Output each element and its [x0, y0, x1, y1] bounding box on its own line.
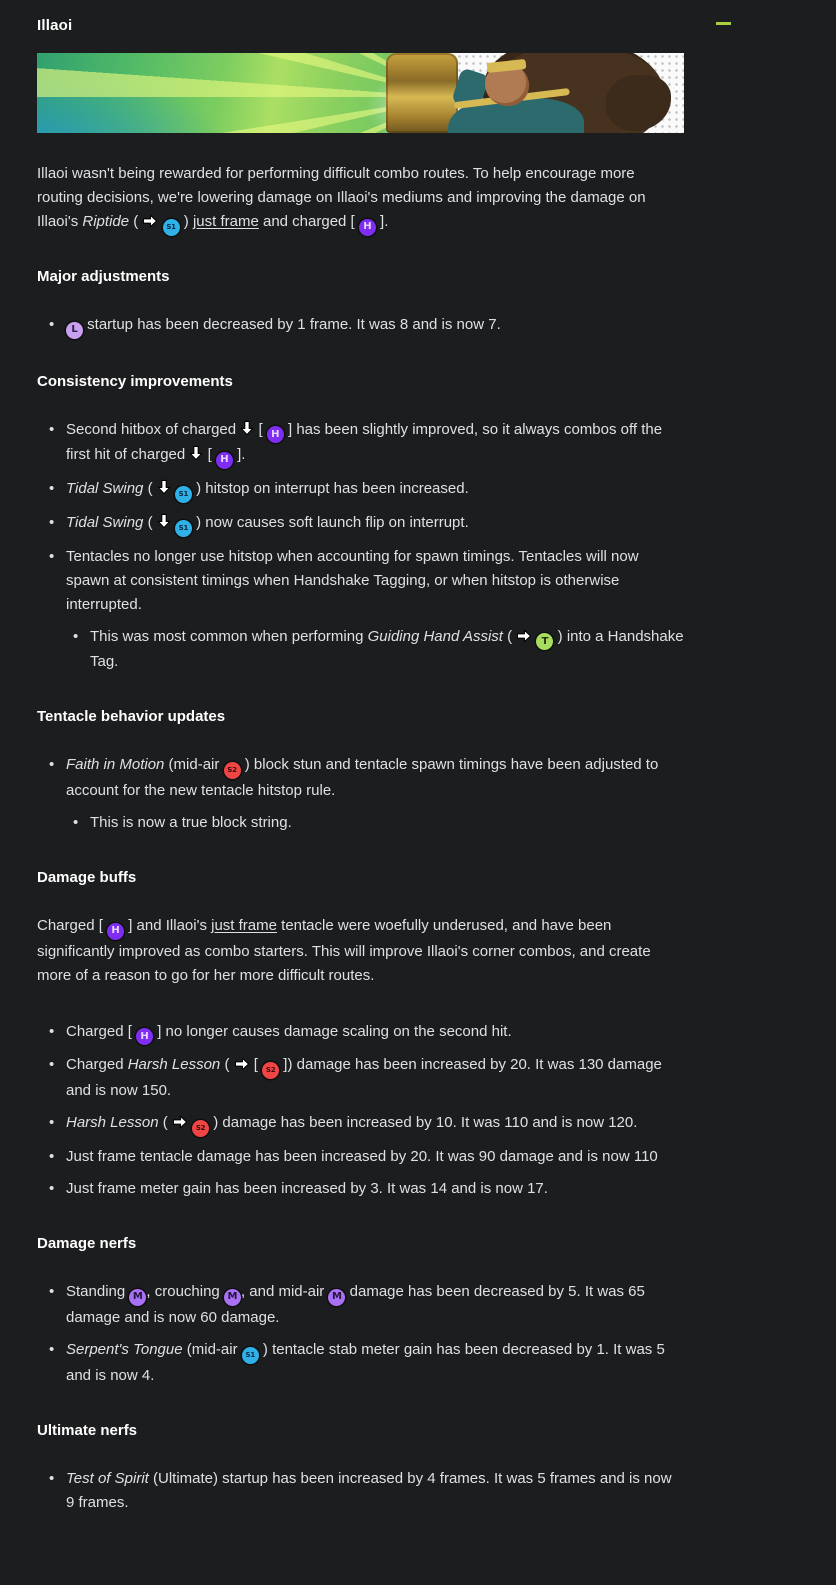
right-arrow-icon	[172, 1115, 188, 1129]
section-heading: Damage nerfs	[37, 1235, 137, 1252]
down-arrow-icon	[157, 479, 171, 495]
bullet-list	[37, 1280, 684, 1388]
list-item: • Tidal Swing ( S1 ) now causes soft launch flip on interrupt.	[66, 511, 684, 537]
bullet-list	[37, 753, 684, 835]
medium-attack-button-icon: M	[224, 1289, 241, 1306]
move-name: Tidal Swing	[66, 479, 144, 497]
list-item: • L startup has been decreased by 1 frame. It was 8 and is now 7.	[66, 313, 684, 339]
banner-gold-idol	[386, 53, 457, 133]
tag-button-icon: T	[536, 633, 553, 650]
paragraph: Illaoi wasn't being rewarded for performing difficult combo routes. To help encourage more routing decisions, we're lowering damage on Illaoi's mediums and improving the damage on Illaoi's Riptide ( S1 ) just frame and charged [ H ].	[37, 162, 684, 236]
list-item: • Tentacles no longer use hitstop when accounting for spawn timings. Tentacles will now spawn at consistent timings when Handshake Tagging, or when hitstop is otherwise interrupted. • This was most common when performing Guiding Hand Assist ( T ) into a Handshake Tag.	[66, 545, 684, 675]
move-name: Tidal Swing	[66, 513, 144, 531]
character-title: Illaoi	[37, 17, 73, 34]
glossary-term-link[interactable]: just frame	[211, 917, 277, 934]
heavy-attack-button-icon: H	[107, 923, 124, 940]
section-heading: Ultimate nerfs	[37, 1421, 138, 1439]
bullet-list	[37, 1020, 684, 1202]
list-item: • Test of Spirit (Ultimate) startup has been increased by 4 frames. It was 5 frames and is now 9 frames.	[66, 1467, 684, 1515]
section-heading: Consistency improvements	[37, 372, 233, 390]
medium-attack-button-icon: M	[129, 1289, 146, 1306]
section-heading: Damage buffs	[37, 869, 137, 886]
list-item: • Harsh Lesson ( S2 ) damage has been increased by 10. It was 110 and is now 120.	[66, 1111, 684, 1137]
heavy-attack-button-icon: H	[136, 1028, 153, 1045]
list-item: • This is now a true block string.	[90, 811, 684, 835]
down-arrow-icon	[240, 420, 254, 436]
special-1-button-icon: S1	[175, 486, 192, 503]
move-name: Faith in Motion	[66, 756, 165, 773]
bullet-list	[37, 313, 684, 339]
list-item: • Standing M , crouching M , and mid-air M damage has been decreased by 5. It was 65 damage and is now 60 damage.	[66, 1280, 684, 1330]
banner-green-burst	[37, 53, 445, 133]
special-2-button-icon: S2	[262, 1062, 279, 1079]
special-1-button-icon: S1	[242, 1347, 259, 1364]
special-1-button-icon: S1	[163, 219, 180, 236]
collapse-section-button[interactable]	[711, 15, 735, 31]
section-heading: Tentacle behavior updates	[37, 708, 226, 725]
special-1-button-icon: S1	[175, 520, 192, 537]
move-name: Riptide	[82, 213, 130, 230]
list-item: • Charged Harsh Lesson ( [ S2 ]) damage has been increased by 20. It was 130 damage and is now 150.	[66, 1053, 684, 1103]
move-name: Guiding Hand Assist	[367, 627, 503, 645]
list-item: • Tidal Swing ( S1 ) hitstop on interrupt has been increased.	[66, 477, 684, 503]
right-arrow-icon	[142, 214, 158, 228]
sub-bullet-list	[66, 625, 684, 675]
special-2-button-icon: S2	[224, 762, 241, 779]
move-name: Harsh Lesson	[66, 1114, 159, 1131]
heavy-attack-button-icon: H	[216, 452, 233, 469]
list-item: • This was most common when performing Guiding Hand Assist ( T ) into a Handshake Tag.	[90, 625, 684, 675]
down-arrow-icon	[157, 513, 171, 529]
list-item: • Serpent's Tongue (mid-air S1 ) tentacle stab meter gain has been decreased by 1. It was 5 and is now 4.	[66, 1338, 684, 1388]
minus-icon	[716, 22, 731, 25]
heavy-attack-button-icon: H	[267, 426, 284, 443]
sub-bullet-list	[66, 811, 684, 835]
bullet-list	[37, 1467, 684, 1515]
character-banner-image	[37, 53, 684, 133]
move-name: Harsh Lesson	[127, 1056, 221, 1073]
light-attack-button-icon: L	[66, 322, 83, 339]
medium-attack-button-icon: M	[328, 1289, 345, 1306]
bullet-list	[37, 418, 684, 675]
paragraph: Charged [ H ] and Illaoi's just frame tentacle were woefully underused, and have been significantly improved as combo starters. This will improve Illaoi's corner combos, and create more of a reason to go for her more difficult routes.	[37, 917, 651, 984]
list-item: • Just frame tentacle damage has been increased by 20. It was 90 damage and is now 110	[66, 1145, 684, 1169]
patch-notes-content	[37, 162, 684, 1515]
section-heading: Major adjustments	[37, 268, 170, 285]
list-item: • Just frame meter gain has been increased by 3. It was 14 and is now 17.	[66, 1177, 684, 1201]
down-arrow-icon	[189, 445, 203, 461]
move-name: Test of Spirit	[66, 1469, 149, 1487]
right-arrow-icon	[516, 629, 532, 643]
list-item: • Faith in Motion (mid-air S2 ) block stun and tentacle spawn timings have been adjusted to account for the new tentacle hitstop rule. • This is now a true block string.	[66, 753, 684, 835]
special-2-button-icon: S2	[192, 1120, 209, 1137]
section-header	[37, 14, 836, 34]
move-name: Serpent's Tongue	[66, 1340, 183, 1358]
list-item: • Charged [ H ] no longer causes damage scaling on the second hit.	[66, 1020, 684, 1046]
right-arrow-icon	[234, 1057, 250, 1071]
glossary-term-link[interactable]: just frame	[192, 213, 259, 230]
list-item: • Second hitbox of charged [ H ] has been slightly improved, so it always combos off the first hit of charged [ H ].	[66, 418, 684, 469]
heavy-attack-button-icon: H	[359, 219, 376, 236]
